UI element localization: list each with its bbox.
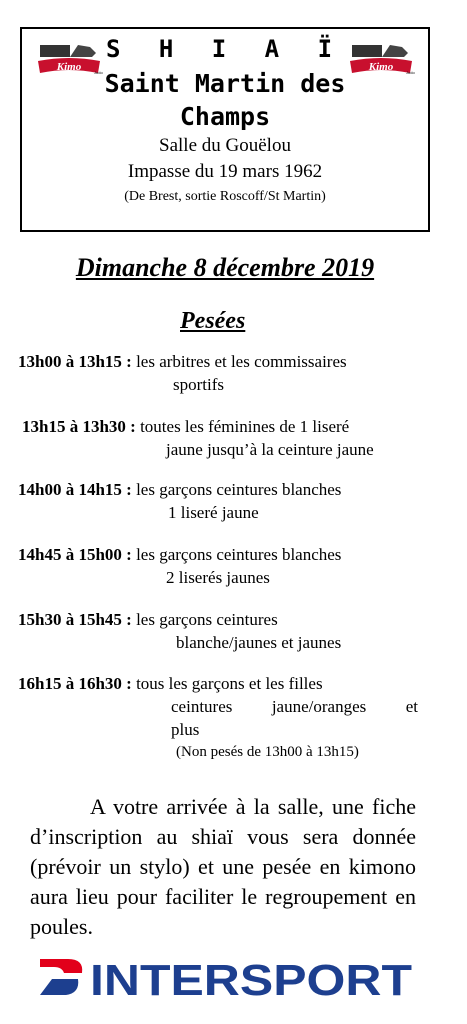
svg-text:Kimo: Kimo [368,61,394,73]
slot-time: 16h15 à 16h30 : [18,674,132,693]
slot-desc-cont: plus [171,720,200,739]
slot-desc-cont: 2 liserés jaunes [166,568,270,587]
slot-desc-cont: sportifs [173,375,224,394]
slot-time: 14h00 à 14h15 : [18,480,132,499]
kimo-logo-right [346,41,416,75]
slot-desc-cont: 1 liseré jaune [168,503,259,522]
hall-name: Salle du Gouëlou [159,135,291,156]
slot-desc: tous les garçons et les filles [136,674,323,693]
svg-text:Judo: Judo [94,70,103,75]
slot-desc: les garçons ceintures blanches [136,545,342,564]
slot-3 [18,478,341,524]
slot-desc: les garçons ceintures [136,610,278,629]
slot-desc-cont: blanche/jaunes et jaunes [176,633,342,652]
slot-time: 13h00 à 13h15 : [18,352,132,371]
slot-desc: toutes les féminines de 1 liseré [140,417,350,436]
slot-note: (Non pesés de 13h00 à 13h15) [176,744,359,760]
event-title: S H I A Ï [105,35,345,63]
intersport-swoosh-icon [40,959,82,973]
directions: (De Brest, sortie Roscoff/St Martin) [124,189,326,204]
slot-6 [18,672,418,764]
slot-desc: les arbitres et les commissaires [136,352,347,371]
slot-time: 14h45 à 15h00 : [18,545,132,564]
info-paragraph: A votre arrivée à la salle, une fiche d’inscription au shiaï vous sera donnée (prévoir un stylo) et une pesée en kimono aura lieu pour faciliter le regroupement en poules. [30,794,416,939]
slot-5 [18,608,341,654]
slot-1 [18,350,347,396]
event-place: Saint Martin des Champs [104,69,346,131]
slot-2 [22,415,374,461]
slot-desc-cont: ceintures jaune/oranges et [171,697,418,716]
slot-4 [18,543,341,589]
kimo-logo-left [34,41,104,75]
svg-text:INTERSPORT: INTERSPORT [90,956,413,999]
svg-text:Judo: Judo [406,70,415,75]
slot-desc: les garçons ceintures blanches [136,480,342,499]
hall-address: Impasse du 19 mars 1962 [127,161,323,182]
weighins-title: Pesées [180,308,246,334]
event-date: Dimanche 8 décembre 2019 [75,253,375,282]
slot-time: 13h15 à 13h30 : [22,417,136,436]
slot-desc-cont: jaune jusqu’à la ceinture jaune [166,440,374,459]
svg-text:Kimo: Kimo [56,61,82,73]
slot-time: 15h30 à 15h45 : [18,610,132,629]
intersport-logo [38,955,418,999]
header-box [20,27,430,232]
